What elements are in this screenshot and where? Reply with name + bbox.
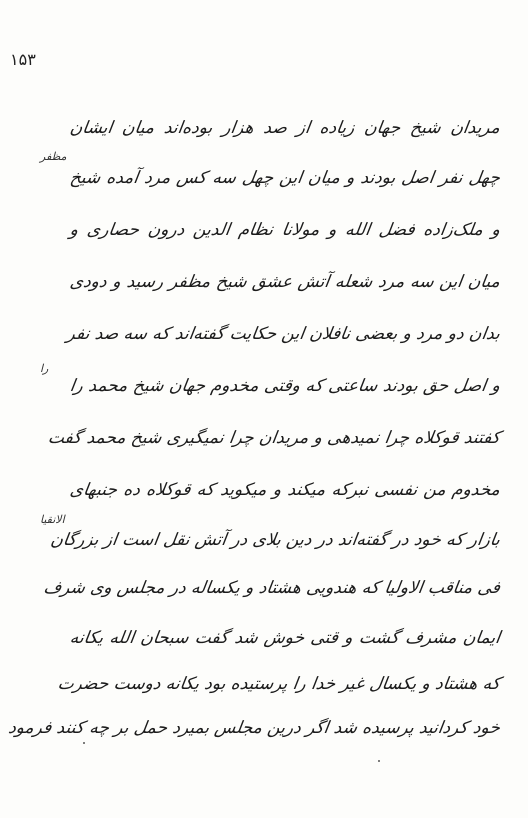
text-line-4: میان این سه مرد شعله آتش عشق شیخ مظفر رسید و دودی [68, 272, 502, 292]
ink-speck [83, 742, 85, 744]
text-line-8: مخدوم من نفسی نبرکه میکند و میکوید که قوکلاه ده جنبهای [68, 480, 502, 500]
text-line-6: و اصل حق بودند ساعتی که وقتی مخدوم جهان شیخ محمد را [68, 376, 502, 396]
text-line-9: بازار که خود در گفته‌اند در دین بلای در آتش نقل است از بزرگان [49, 530, 502, 550]
margin-note-alatqiya: الانقیا [40, 513, 65, 526]
page-number: ۱۵۳ [10, 50, 36, 69]
text-line-5: بدان دو مرد و بعضی نافلان این حکایت گفته‌اند که سه صد نفر [65, 324, 502, 344]
text-line-7: کفتند قوکلاه چرا نمیدهی و مریدان چرا نمیگیری شیخ محمد گفت [46, 428, 502, 448]
text-line-13: خود کردانید پرسیده شد اگر درین مجلس بمیرد حمل بر چه کنند فرمود [6, 718, 502, 738]
ink-speck [378, 760, 380, 762]
margin-note-mozaffar: مظفر [40, 150, 67, 163]
text-line-10: فی مناقب الاولیا که هندویی هشتاد و یکساله در مجلس وی شرف [42, 578, 502, 598]
text-line-1: مریدان شیخ جهان زیاده از صد هزار بوده‌اند میان ایشان [68, 118, 502, 138]
text-line-2: چهل نفر اصل بودند و میان این چهل سه کس مرد آمده شیخ [68, 168, 502, 188]
margin-note-ra: را [40, 362, 49, 375]
text-line-12: که هشتاد و یکسال غیر خدا را پرستیده بود یکانه دوست حضرت [56, 674, 502, 694]
text-line-3: و ملک‌زاده فضل الله و مولانا نظام الدین درون حصاری و [68, 220, 502, 240]
text-line-11: ایمان مشرف گشت و قتی خوش شد گفت سبحان الله یکانه [68, 628, 502, 648]
